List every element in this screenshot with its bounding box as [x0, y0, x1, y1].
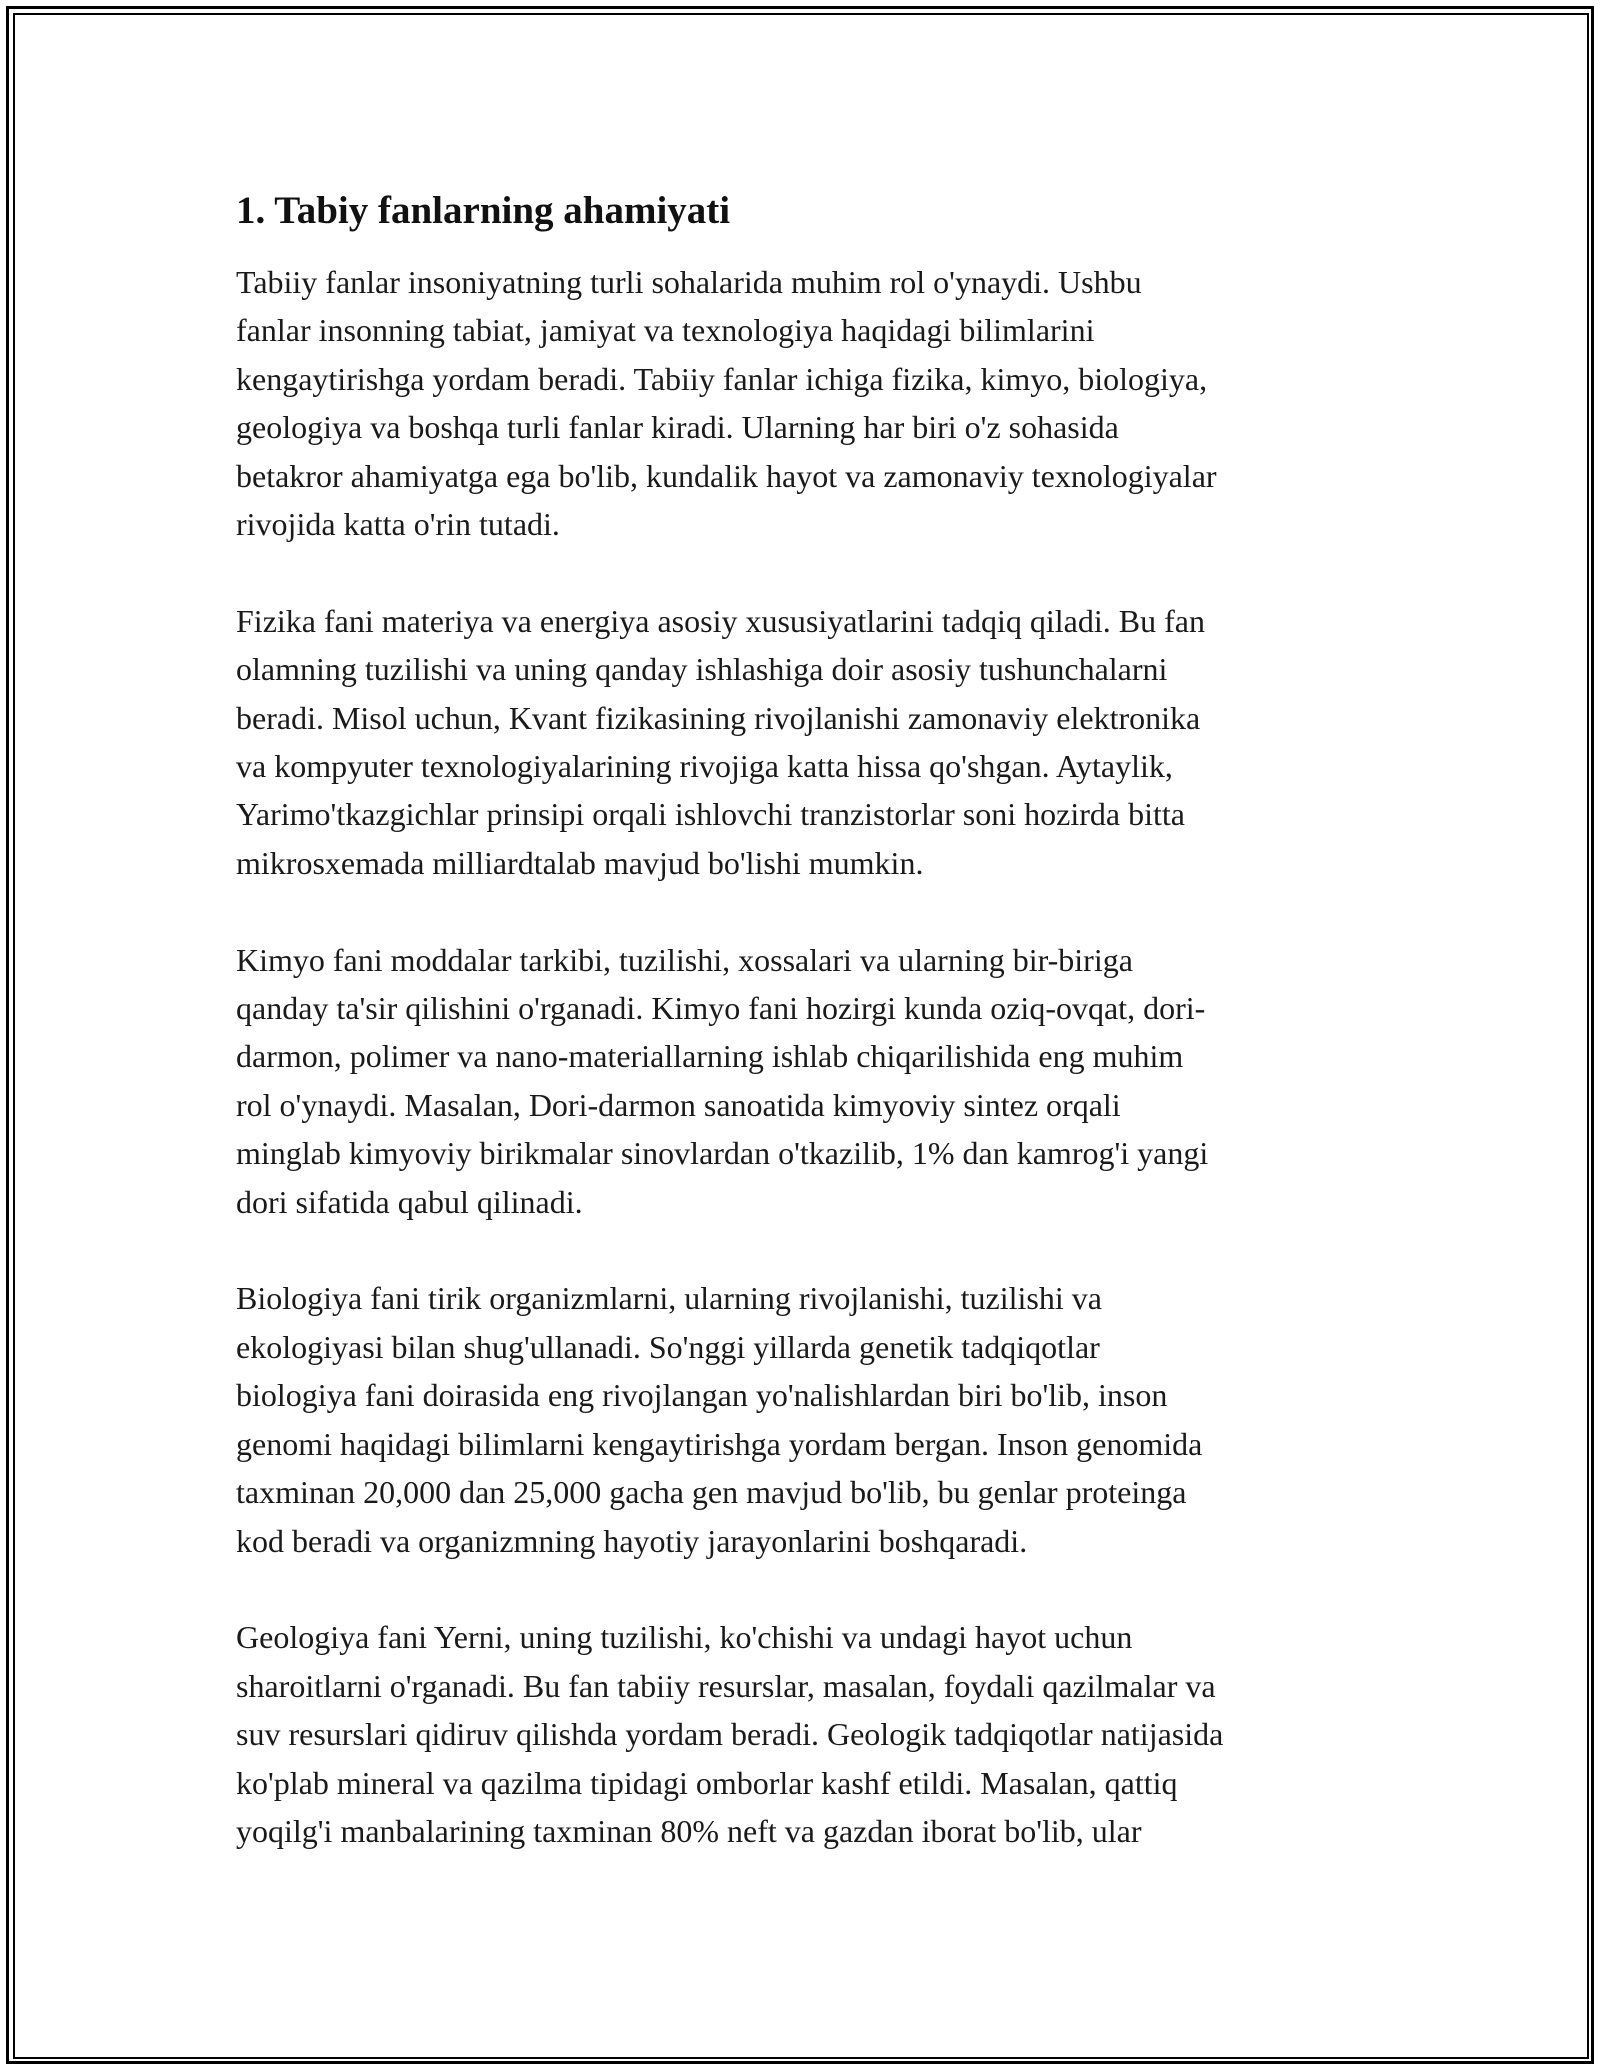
paragraph-chemistry: Kimyo fani moddalar tarkibi, tuzilishi, xossalari va ularning bir-biriga qanday ta'sir qilishini o'rganadi. Kimyo fani hozirgi kunda oziq-ovqat, dori- darmon, polimer va nano-materiallarning ishlab chiqarilishida eng muhim rol o'ynaydi. Masalan, Dori-darmon sanoatida kimyoviy sintez orqali minglab kimyoviy birikmalar sinovlardan o'tkazilib, 1% dan kamrog'i yangi dori sifatida qabul qilinadi. [236, 941, 1209, 1220]
section-title: 1. Tabiy fanlarning ahamiyati [236, 189, 731, 232]
paragraph-biology: Biologiya fani tirik organizmlarni, ularning rivojlanishi, tuzilishi va ekologiyasi bilan shug'ullanadi. So'nggi yillarda genetik tadqiqotlar biologiya fani doirasida eng rivojlangan yo'nalishlardan biri bo'lib, inson genomi haqidagi bilimlarni kengaytirishga yordam bergan. Inson genomida taxminan 20,000 dan 25,000 gacha gen mavjud bo'lib, bu genlar proteinga kod beradi va organizmning hayotiy jarayonlarini boshqaradi. [236, 1280, 1203, 1559]
document-body [236, 184, 1376, 1904]
paragraph-introduction: Tabiiy fanlar insoniyatning turli sohalarida muhim rol o'ynaydi. Ushbu fanlar insonning tabiat, jamiyat va texnologiya haqidagi bilimlarini kengaytirishga yordam beradi. Tabiiy fanlar ichiga fizika, kimyo, biologiya, geologiya va boshqa turli fanlar kiradi. Ularning har biri o'z sohasida betakror ahamiyatga ega bo'lib, kundalik hayot va zamonaviy texnologiyalar rivojida katta o'rin tutadi. [236, 264, 1217, 543]
paragraph-geology: Geologiya fani Yerni, uning tuzilishi, ko'chishi va undagi hayot uchun sharoitlarni o'rganadi. Bu fan tabiiy resurslar, masalan, foydali qazilmalar va suv resurslari qidiruv qilishda yordam beradi. Geologik tadqiqotlar natijasida ko'plab mineral va qazilma tipidagi omborlar kashf etildi. Masalan, qattiq yoqilg'i manbalarining taxminan 80% neft va gazdan iborat bo'lib, ular [236, 1619, 1224, 1849]
paragraph-physics: Fizika fani materiya va energiya asosiy xususiyatlarini tadqiq qiladi. Bu fan olamning tuzilishi va uning qanday ishlashiga doir asosiy tushunchalarni beradi. Misol uchun, Kvant fizikasining rivojlanishi zamonaviy elektronika va kompyuter texnologiyalarining rivojiga katta hissa qo'shgan. Aytaylik, Yarimo'tkazgichlar prinsipi orqali ishlovchi tranzistorlar soni hozirda bitta mikrosxemada milliardtalab mavjud bo'lishi mumkin. [236, 602, 1205, 881]
